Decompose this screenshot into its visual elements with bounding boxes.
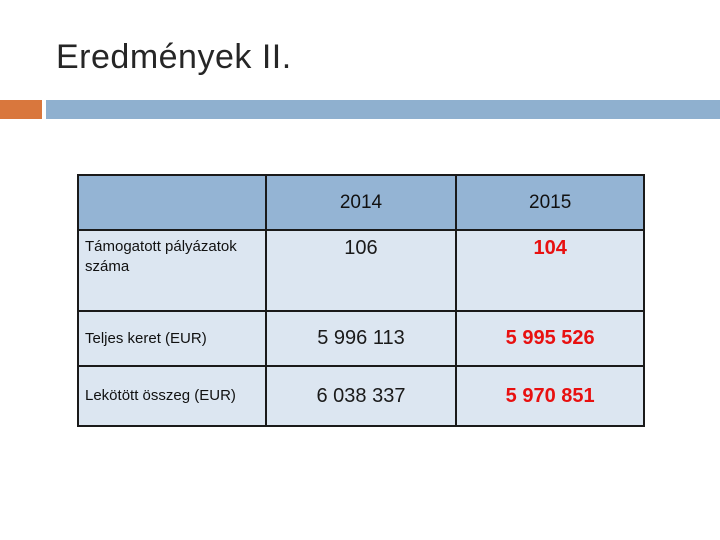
value-2014: 6 038 337 [266,366,457,426]
results-table [77,174,645,427]
header-2015: 2015 [456,175,644,230]
value-2015: 104 [456,230,644,311]
value-2015: 5 970 851 [456,366,644,426]
table-header-row [78,175,644,230]
value-2015: 5 995 526 [456,311,644,366]
value-2014: 5 996 113 [266,311,457,366]
header-corner-cell [78,175,266,230]
table-row [78,366,644,426]
page-title: Eredmények II. [56,38,292,76]
header-2014: 2014 [266,175,457,230]
accent-bar [0,100,42,119]
row-label: Támogatott pályázatok száma [78,230,266,311]
table-row [78,311,644,366]
value-2014: 106 [266,230,457,311]
table-row [78,230,644,311]
title-underline-bar [46,100,720,119]
row-label: Teljes keret (EUR) [78,311,266,366]
row-label: Lekötött összeg (EUR) [78,366,266,426]
